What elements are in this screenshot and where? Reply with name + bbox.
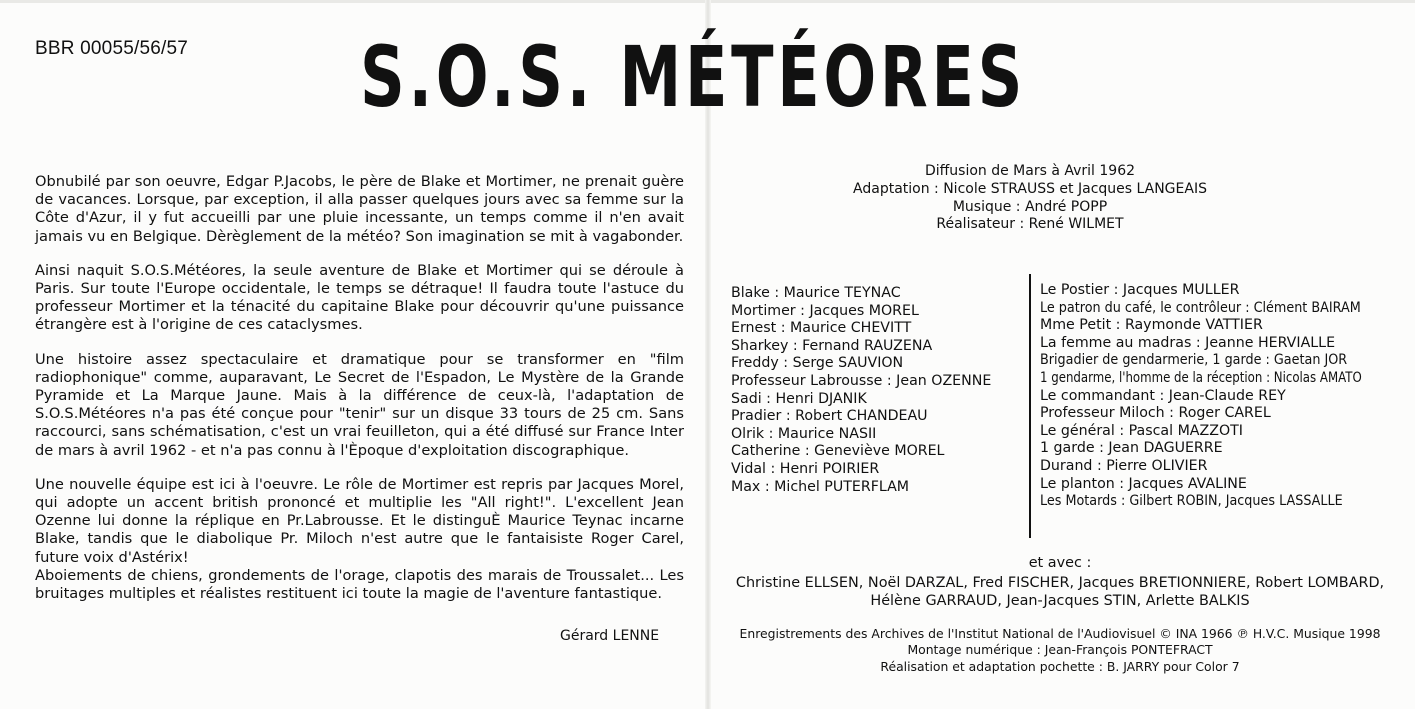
intro-paragraph-4: Une nouvelle équipe est ici à l'oeuvre. Le rôle de Mortimer est repris par Jacques Morel, qui adopte un accent british prononcé et multiplie les "All right!". L'excellent Jean Ozenne lui donne la réplique en Pr.Labrousse. Et le distinguÈ Maurice Teynac incarne Blake, tandis que le diabolique Pr. Miloch n'est autre que le fantaisiste Roger Carel, future voix d'Astérix! [35,475,684,566]
additional-cast [735,554,1385,610]
cast-item-text: Brigadier de gendarmerie, 1 garde : Gaetan JOR [1040,352,1348,369]
catalog-number: BBR 00055/56/57 [35,38,189,59]
cast-item: Sharkey : Fernand RAUZENA [731,337,933,354]
footer-line-1: Enregistrements des Archives de l'Institut National de l'Audiovisuel © INA 1966 ℗ H.V.C. Musique 1998 [739,626,1381,641]
cast-item: Catherine : Geneviève MOREL [731,443,945,460]
cast-item-text: Le planton : Jacques AVALINE [1040,475,1247,492]
cast-item-text: Les Motards : Gilbert ROBIN, Jacques LASSALLE [1040,493,1343,510]
cast-item [1040,282,1400,300]
author-signature: Gérard LENNE [560,628,660,644]
cast-item [1040,423,1400,441]
intro-paragraph-2: Ainsi naquit S.O.S.Météores, la seule aventure de Blake et Mortimer qui se déroule à Paris. Sur toute l'Europe occidentale, le temps se détraque! Il faudra toute l'astuce du professeur Mortimer et la ténacité du capitaine Blake pour découvrir qu'une puissance étrangère est à l'origine de ces cataclysmes. [35,261,684,334]
cast-item-text: Le Postier : Jacques MULLER [1040,282,1240,298]
cast-item-text: Le commandant : Jean-Claude REY [1040,387,1286,404]
copyright-footer [735,626,1385,675]
cast-item [1040,352,1400,370]
cast-item [1040,458,1400,476]
cast-item: Sadi : Henri DJANIK [731,390,867,407]
cast-list-left [731,285,1021,496]
director-line: Réalisateur : René WILMET [936,216,1124,233]
cast-item [1040,370,1400,388]
cast-item [1040,493,1400,511]
cast-item-text: Le patron du café, le contrôleur : Clément BAIRAM [1040,299,1361,316]
footer-line-3: Réalisation et adaptation pochette : B. JARRY pour Color 7 [880,658,1240,674]
cast-item: Max : Michel PUTERFLAM [731,478,910,495]
additional-cast-heading: et avec : [1028,555,1092,571]
cast-item [1040,405,1400,423]
broadcast-line: Diffusion de Mars à Avril 1962 [924,163,1136,179]
cast-item: Ernest : Maurice CHEVITT [731,320,912,337]
cast-list-right [1040,282,1400,511]
cast-item-text: Professeur Miloch : Roger CAREL [1040,405,1271,422]
cast-item [1040,300,1400,318]
cast-item [1040,317,1400,335]
cast-item: Professeur Labrousse : Jean OZENNE [731,372,992,389]
cast-item: Freddy : Serge SAUVION [731,355,904,372]
additional-cast-line-2: Hélène GARRAUD, Jean-Jacques STIN, Arlette BALKIS [870,593,1250,609]
cast-item-text: Durand : Pierre OLIVIER [1040,457,1208,474]
intro-text [35,173,684,603]
cast-item: Olrik : Maurice NASII [731,425,877,442]
cast-item: Mortimer : Jacques MOREL [731,302,919,319]
intro-paragraph-3: Une histoire assez spectaculaire et dramatique pour se transformer en "film radiophonique" comme, auparavant, Le Secret de l'Espadon, Le Mystère de la Grande Pyramide et La Marque Jaune. Mais à la différence de ceux-là, l'adaptation de S.O.S.Météores n'a pas été conçue pour "tenir" sur un disque 33 tours de 25 cm. Sans raccourci, sans schématisation, c'est un vrai feuilleton, qui a été diffusé sur France Inter de mars à avril 1962 - et n'a pas connu à l'Èpoque d'exploitation discographique. [35,350,684,459]
cast-item-text: Mme Petit : Raymonde VATTIER [1040,317,1263,334]
cast-item [1040,476,1400,494]
cast-item-text: Le général : Pascal MAZZOTI [1040,422,1243,439]
cast-item-text: La femme au madras : Jeanne HERVIALLE [1040,334,1336,351]
cast-item-text: 1 gendarme, l'homme de la réception : Nicolas AMATO [1040,369,1362,386]
intro-paragraph-5: Aboiements de chiens, grondements de l'orage, clapotis des marais de Troussalet... Les bruitages multiples et réalistes restituent ici toute la magie de l'aventure fantastique. [35,566,684,603]
production-credits [840,163,1220,234]
cast-item [1040,440,1400,458]
cast-item [1040,335,1400,353]
cast-item: Blake : Maurice TEYNAC [731,285,901,301]
additional-cast-line-1: Christine ELLSEN, Noël DARZAL, Fred FISCHER, Jacques BRETIONNIERE, Robert LOMBARD, [735,575,1385,591]
cast-item: Pradier : Robert CHANDEAU [731,408,928,425]
footer-line-2: Montage numérique : Jean-François PONTEFRACT [907,642,1213,658]
cast-item-text: 1 garde : Jean DAGUERRE [1040,440,1223,457]
intro-paragraph-1: Obnubilé par son oeuvre, Edgar P.Jacobs, le père de Blake et Mortimer, ne prenait guère de vacances. Lorsque, par exception, il alla passer quelques jours avec sa femme sur la Côte d'Azur, il y fut accueilli par une pluie incessante, un temps comme il n'en avait jamais vu en Belgique. Dèrèglement de la météo? Son imagination se mit à vagabonder. [35,173,684,245]
music-line: Musique : André POPP [952,198,1108,215]
cast-item [1040,388,1400,406]
cast-divider [1029,274,1031,538]
cast-item: Vidal : Henri POIRIER [731,460,880,477]
adaptation-line: Adaptation : Nicole STRAUSS et Jacques LANGEAIS [853,180,1207,197]
album-title: S.O.S. MÉTÉORES [360,28,1027,126]
